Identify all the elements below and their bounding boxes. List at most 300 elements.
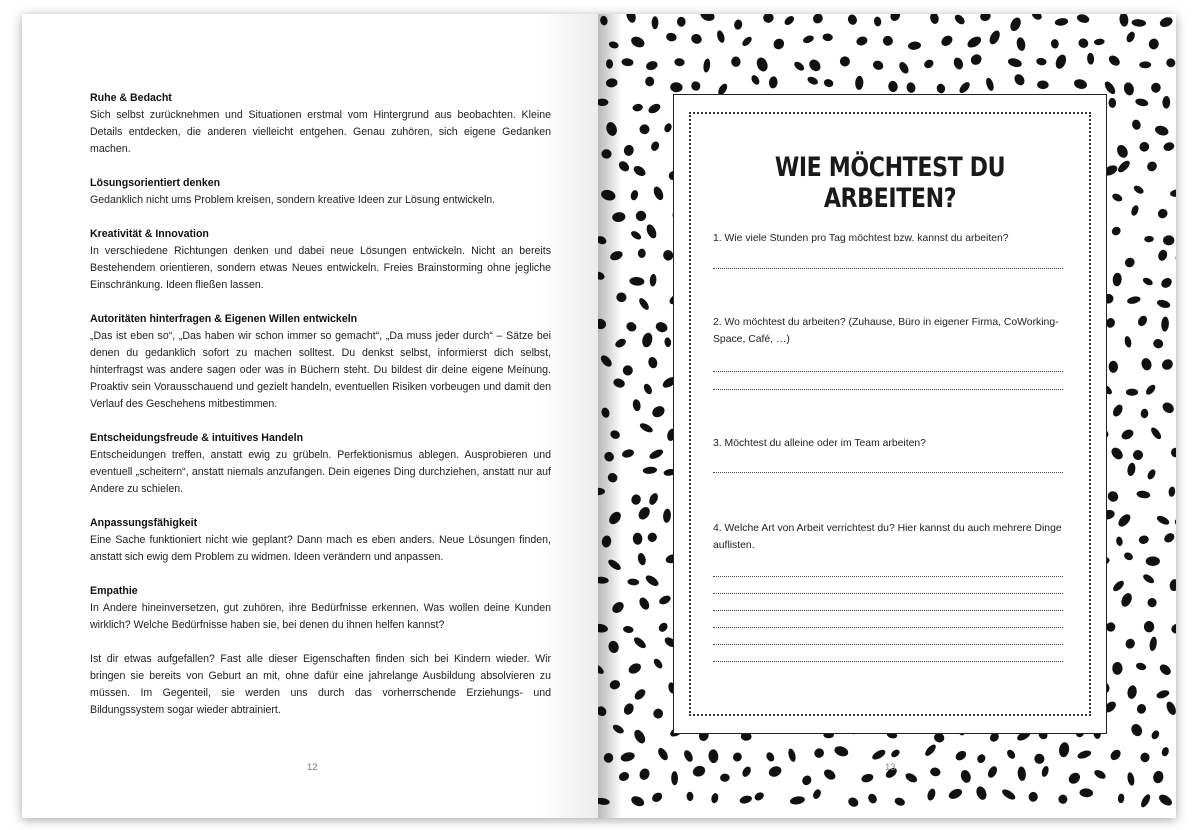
polka-dot: [649, 274, 657, 287]
polka-dot: [1142, 276, 1154, 287]
answer-line[interactable]: [713, 661, 1063, 662]
polka-dot: [1155, 514, 1170, 526]
polka-dot: [1161, 746, 1170, 757]
polka-dot: [1094, 38, 1105, 46]
polka-dot: [1119, 14, 1129, 27]
polka-dot: [847, 796, 861, 809]
polka-dot: [1144, 621, 1155, 633]
polka-dot: [733, 19, 742, 30]
polka-dot: [1147, 37, 1160, 50]
polka-dot: [936, 83, 947, 94]
polka-dot: [1163, 235, 1174, 245]
polka-dot: [1131, 19, 1146, 27]
polka-dot: [1162, 96, 1170, 109]
answer-line[interactable]: [713, 593, 1063, 594]
polka-dot: [741, 35, 754, 48]
polka-dot: [608, 40, 619, 49]
polka-dot: [765, 751, 776, 763]
polka-dot: [635, 210, 646, 221]
polka-dot: [617, 770, 630, 782]
polka-dot: [1109, 748, 1123, 762]
polka-dot: [632, 103, 643, 112]
answer-line[interactable]: [713, 644, 1063, 645]
polka-dot: [897, 60, 910, 75]
polka-dot: [645, 77, 654, 87]
polka-dot: [908, 41, 922, 51]
polka-dot: [609, 249, 624, 262]
polka-dot: [599, 15, 608, 26]
section-body: „Das ist eben so“, „Das haben wir schon immer so gemacht“, „Da muss jeder durch“ – Sätze bei denen du gedanklich sofort zu machen solltest. Du denkst selbst, informierst dich selbst, hinterfragst was andere sagen oder was in Büchern steht. Du bildest dir deine eigene Meinung. Proaktiv sein Vorausschauend und gezielt handeln, eventuellen Risiken vorbeugen und damit den Verlauf des Geschehens mitbestimmen.: [90, 330, 551, 410]
polka-dot: [750, 74, 761, 86]
polka-dot: [598, 797, 610, 806]
polka-dot: [1115, 143, 1130, 159]
polka-dot: [1111, 403, 1125, 418]
polka-dot: [652, 185, 665, 201]
section-body: Entscheidungen treffen, anstatt ewig zu grübeln. Perfektionismus ablegen. Ausprobieren und eventuell „scheitern“, anstatt niemals anzufangen. Dein eigenes Ding durchziehen, anstatt nur auf Andere zu schielen.: [90, 449, 551, 495]
polka-dot: [958, 80, 972, 95]
section-body: Sich selbst zurücknehmen und Situationen erstmal vom Hintergrund aus beobachten. Kleine Details entdecken, die anderen vielleicht entgehen. Genau zuhören, sich eigene Gedanken machen.: [90, 109, 551, 155]
polka-dot: [650, 404, 666, 420]
polka-dot: [1140, 357, 1153, 372]
polka-dot: [1000, 787, 1017, 801]
right-page: [598, 14, 1176, 818]
polka-dot: [976, 753, 987, 765]
polka-dot: [601, 149, 612, 159]
polka-dot: [890, 748, 901, 759]
polka-dot: [1005, 748, 1016, 760]
polka-dot: [652, 707, 665, 720]
polka-dot: [855, 76, 864, 90]
section-body: Eine Sache funktioniert nicht wie geplant? Dann mach es eben anders. Neue Lösungen finden, anstatt sich ewig dem Problem zu widmen. Ideen verändern und anpassen.: [90, 534, 551, 563]
polka-dot: [623, 625, 634, 633]
polka-dot: [720, 773, 730, 782]
polka-dot: [1036, 57, 1047, 66]
polka-dot: [959, 769, 972, 784]
polka-dot: [986, 765, 999, 780]
polka-dot: [813, 747, 826, 760]
polka-dot: [1073, 78, 1088, 90]
polka-dot: [632, 635, 648, 650]
polka-dot: [1058, 742, 1070, 758]
polka-dot: [906, 82, 917, 94]
polka-dot: [610, 600, 626, 616]
polka-dot: [638, 248, 646, 258]
polka-dot: [1077, 37, 1090, 50]
polka-dot: [1160, 357, 1175, 372]
polka-dot: [633, 687, 648, 701]
polka-dot: [1087, 53, 1095, 65]
polka-dot: [1161, 400, 1176, 415]
polka-dot: [600, 188, 617, 202]
polka-dot: [627, 578, 639, 585]
polka-dot: [1132, 449, 1145, 462]
polka-dot: [647, 102, 662, 115]
polka-dot: [929, 767, 941, 778]
polka-dot: [1137, 140, 1151, 154]
section-title: Kreativität & Innovation: [90, 228, 209, 240]
polka-dot: [654, 320, 669, 334]
polka-dot: [630, 229, 643, 241]
polka-dot: [1117, 793, 1124, 803]
polka-dot: [1150, 82, 1162, 94]
polka-dot: [893, 796, 906, 807]
polka-dot: [1109, 445, 1125, 461]
polka-dot: [1107, 53, 1122, 67]
polka-dot: [629, 35, 646, 50]
polka-dot: [598, 576, 609, 584]
polka-dot: [1165, 700, 1176, 716]
polka-dot: [638, 421, 654, 434]
polka-dot: [966, 34, 983, 49]
polka-dot: [1146, 556, 1160, 566]
polka-dot: [623, 144, 635, 157]
polka-dot: [1112, 272, 1122, 286]
polka-dot: [1093, 768, 1107, 780]
polka-dot: [598, 488, 605, 496]
polka-dot: [674, 58, 685, 67]
polka-dot: [1126, 389, 1138, 396]
polka-dot: [606, 471, 619, 484]
polka-dot: [1037, 80, 1049, 89]
polka-dot: [598, 234, 608, 245]
polka-dot: [802, 34, 815, 44]
polka-dot: [1157, 249, 1169, 262]
section: [90, 583, 551, 634]
polka-dot: [703, 58, 711, 73]
polka-dot: [633, 533, 643, 545]
polka-dot: [1033, 752, 1046, 765]
polka-dot: [648, 492, 660, 506]
polka-dot: [1125, 30, 1137, 43]
polka-dot: [656, 746, 670, 762]
polka-dot: [904, 771, 919, 784]
polka-dot: [793, 60, 806, 72]
polka-dot: [606, 59, 613, 69]
polka-dot: [1174, 252, 1176, 265]
polka-dot: [771, 37, 786, 52]
polka-dot: [622, 702, 636, 717]
polka-dot: [952, 56, 965, 71]
section-body: In verschiedene Richtungen denken und dabei neue Lösungen entwickeln. Nicht an bereits Bestehendem orientieren, sondern etwas Neues entwickeln. Freies Brainstorming ohne jegliche Einschränkung. Ideen fließen lassen.: [90, 245, 551, 291]
polka-dot: [1152, 338, 1165, 350]
polka-dot: [650, 791, 664, 804]
polka-dot: [1156, 298, 1171, 309]
question: 3. Möchtest du alleine oder im Team arbeiten?: [713, 438, 926, 449]
polka-dot: [1126, 462, 1136, 477]
polka-dot: [1111, 579, 1125, 593]
polka-dot: [598, 623, 609, 633]
polka-dot: [871, 748, 887, 762]
polka-dot: [1106, 489, 1121, 504]
polka-dot: [1120, 428, 1135, 442]
polka-dot: [690, 32, 704, 45]
question: 1. Wie viele Stunden pro Tag möchtest bzw. kannst du arbeiten?: [713, 233, 1009, 244]
polka-dot: [648, 448, 664, 461]
polka-dot: [665, 32, 677, 42]
polka-dot: [1130, 204, 1140, 216]
polka-dot: [1149, 636, 1158, 651]
polka-dot: [630, 794, 646, 808]
polka-dot: [614, 337, 628, 349]
polka-dot: [954, 749, 968, 762]
polka-dot: [822, 33, 833, 41]
polka-dot: [1054, 17, 1068, 26]
polka-dot: [1135, 662, 1147, 672]
answer-line[interactable]: [713, 627, 1063, 628]
polka-dot: [605, 121, 619, 137]
polka-dot: [1136, 703, 1147, 714]
polka-dot: [1161, 316, 1169, 331]
polka-dot: [600, 407, 610, 419]
polka-dot: [1030, 14, 1043, 22]
polka-dot: [806, 75, 819, 86]
polka-dot: [641, 332, 654, 349]
polka-dot: [644, 573, 660, 588]
closing-paragraph: Ist dir etwas aufgefallen? Fast alle dieser Eigenschaften finden sich bei Kindern wieder. Wir bringen sie bereits von Geburt an mit, ohne dafür eine jahrelange Ausbildung absolvieren zu müssen. Im Gegenteil, sie werden uns durch das vorherrschende Erziehungs- und Bildungssystem sogar wieder abtrainiert.: [90, 653, 551, 716]
polka-dot: [601, 535, 612, 548]
section-title: Anpassungsfähigkeit: [90, 517, 198, 529]
polka-dot: [637, 552, 647, 566]
polka-dot: [607, 509, 624, 526]
polka-dot: [985, 77, 995, 92]
section-body: In Andere hineinversetzen, gut zuhören, ihre Bedürfnisse erkennen. Was wollen deine Kunden wirklich? Welche Bedürfnisse haben sie, bei denen du ihnen helfen kannst?: [90, 602, 551, 631]
polka-dot: [731, 56, 741, 67]
polka-dot: [620, 751, 636, 763]
polka-dot: [1155, 689, 1170, 700]
polka-dot: [1146, 468, 1157, 481]
page-number: 13: [885, 762, 896, 773]
polka-dot: [642, 382, 653, 395]
polka-dot: [629, 276, 645, 286]
section-title: Empathie: [90, 585, 138, 597]
answer-line[interactable]: [713, 576, 1063, 577]
polka-dot: [1131, 119, 1142, 131]
polka-dot: [1076, 14, 1090, 24]
question: 2. Wo möchtest du arbeiten? (Zuhause, Büro in eigener Firma, CoWorking-Space, Café, …): [713, 317, 1059, 345]
polka-dot: [753, 791, 765, 802]
polka-dot: [926, 788, 937, 802]
polka-dot: [1170, 622, 1176, 634]
answer-line[interactable]: [713, 472, 1063, 473]
polka-dot: [616, 292, 628, 303]
polka-dot: [1067, 770, 1083, 786]
answer-line[interactable]: [713, 610, 1063, 611]
polka-dot: [871, 59, 884, 71]
polka-dot: [1129, 722, 1144, 738]
polka-dot: [1007, 57, 1023, 69]
section: [90, 175, 551, 209]
polka-dot: [664, 337, 672, 348]
polka-dot: [1124, 637, 1137, 650]
polka-dot: [1136, 314, 1149, 328]
polka-dot: [1168, 486, 1176, 497]
polka-dot: [658, 594, 672, 606]
section-title: Entscheidungsfreude & intuitives Handeln: [90, 432, 304, 444]
polka-dot: [682, 749, 694, 763]
polka-dot: [1144, 236, 1154, 243]
polka-dot: [1123, 551, 1135, 562]
polka-dot: [1142, 573, 1156, 585]
polka-dot: [699, 14, 716, 23]
polka-dot: [636, 505, 652, 522]
polka-dot: [947, 787, 964, 801]
polka-dot: [1108, 361, 1118, 373]
polka-dot: [1139, 61, 1151, 68]
section: [90, 515, 551, 566]
answer-line[interactable]: [713, 268, 1063, 269]
polka-dot: [860, 772, 874, 783]
polka-dot: [768, 76, 778, 89]
polka-dot: [716, 29, 726, 43]
polka-dot: [1139, 793, 1152, 809]
polka-dot: [789, 795, 805, 805]
polka-dot: [1165, 57, 1176, 68]
polka-dot: [1079, 788, 1093, 798]
polka-dot: [855, 35, 868, 46]
polka-dot: [1158, 662, 1173, 677]
polka-dot: [881, 34, 894, 47]
polka-dot: [630, 493, 641, 505]
polka-dot: [1016, 37, 1027, 52]
text-column: [90, 90, 551, 719]
polka-dot: [670, 82, 683, 93]
polka-dot: [1149, 426, 1163, 441]
polka-dot: [652, 657, 664, 670]
polka-dot: [598, 662, 605, 676]
polka-dot: [1054, 53, 1068, 70]
polka-dot: [607, 558, 623, 572]
polka-dot: [975, 785, 989, 801]
polka-dot: [662, 508, 671, 523]
polka-dot: [1159, 276, 1173, 290]
polka-dot: [1157, 792, 1174, 807]
page-number: 12: [307, 762, 318, 773]
polka-dot: [677, 17, 686, 27]
polka-dot: [1115, 536, 1123, 546]
polka-dot: [1126, 772, 1135, 787]
polka-dot: [632, 399, 642, 412]
polka-dot: [800, 774, 813, 787]
polka-dot: [621, 448, 635, 459]
polka-dot: [1112, 662, 1122, 675]
polka-dot: [598, 704, 608, 718]
polka-dot: [621, 364, 635, 378]
polka-dot: [598, 317, 607, 330]
polka-dot: [1141, 409, 1149, 419]
polka-dot: [1169, 188, 1176, 197]
section: [90, 311, 551, 413]
polka-dot: [1008, 16, 1023, 33]
polka-dot: [671, 771, 678, 785]
polka-dot: [611, 723, 625, 735]
polka-dot: [838, 55, 851, 68]
polka-dot: [1124, 335, 1133, 348]
polka-dot: [652, 16, 659, 29]
polka-dot: [1119, 591, 1134, 608]
polka-dot: [1076, 749, 1092, 760]
answer-line[interactable]: [713, 389, 1063, 390]
polka-dot: [988, 29, 1002, 46]
polka-dot: [602, 450, 615, 463]
polka-dot: [888, 80, 899, 92]
polka-dot: [1108, 98, 1116, 108]
polka-dot: [1028, 791, 1039, 802]
polka-dot: [710, 792, 719, 803]
polka-dot: [645, 223, 659, 240]
polka-dot: [867, 792, 879, 805]
polka-dot: [607, 640, 620, 654]
polka-dot: [1126, 295, 1141, 305]
polka-dot: [1116, 512, 1133, 529]
polka-dot: [812, 788, 823, 800]
polka-dot: [823, 78, 835, 88]
polka-dot: [632, 164, 647, 178]
polka-dot: [1169, 578, 1176, 592]
section: [90, 226, 551, 294]
polka-dot: [847, 14, 859, 26]
polka-dot: [639, 124, 650, 135]
polka-dot: [708, 749, 719, 764]
polka-dot: [621, 58, 634, 67]
polka-dot: [647, 356, 659, 369]
polka-dot: [1135, 97, 1149, 107]
polka-dot: [645, 60, 659, 72]
question: 4. Welche Art von Arbeit verrichtest du? Hier kannst du auch mehrere Dinge auflisten.: [713, 523, 1062, 551]
polka-dot: [811, 14, 825, 25]
polka-dot: [762, 14, 774, 24]
section-body: Gedanklich nicht ums Problem kreisen, sondern kreative Ideen zur Lösung entwickeln.: [90, 194, 496, 206]
polka-dot: [1110, 225, 1122, 237]
polka-dot: [1136, 490, 1151, 499]
polka-dot: [1123, 256, 1137, 269]
polka-dot: [1154, 124, 1170, 137]
polka-dot: [929, 14, 939, 25]
polka-dot: [1162, 531, 1176, 544]
polka-dot: [599, 353, 614, 368]
answer-line[interactable]: [713, 371, 1063, 372]
polka-dot: [637, 596, 651, 612]
polka-dot: [638, 767, 651, 781]
book-spread: [22, 14, 1176, 818]
worksheet-title: WIE MÖCHTEST DU ARBEITEN?: [774, 152, 1006, 214]
polka-dot: [1012, 72, 1026, 87]
polka-dot: [1017, 766, 1027, 781]
polka-dot: [663, 122, 673, 133]
polka-dot: [1150, 729, 1161, 741]
polka-dot: [690, 80, 702, 92]
polka-dot: [1111, 192, 1124, 203]
polka-dot: [1058, 794, 1068, 804]
polka-dot: [969, 52, 984, 67]
polka-dot: [767, 764, 783, 779]
polka-dot: [642, 466, 657, 474]
polka-dot: [939, 33, 954, 48]
polka-dot: [1145, 160, 1159, 174]
polka-dot: [630, 189, 639, 201]
polka-dot: [822, 767, 837, 781]
polka-dot: [1174, 516, 1176, 527]
polka-dot: [923, 58, 936, 70]
polka-dot: [1138, 535, 1150, 545]
polka-dot: [1171, 448, 1176, 458]
polka-dot: [617, 159, 631, 173]
polka-dot: [1162, 141, 1175, 152]
polka-dot: [598, 98, 608, 106]
polka-dot: [1152, 770, 1165, 784]
polka-dot: [1041, 765, 1050, 778]
polka-dot: [691, 764, 707, 778]
polka-dot: [657, 621, 669, 634]
